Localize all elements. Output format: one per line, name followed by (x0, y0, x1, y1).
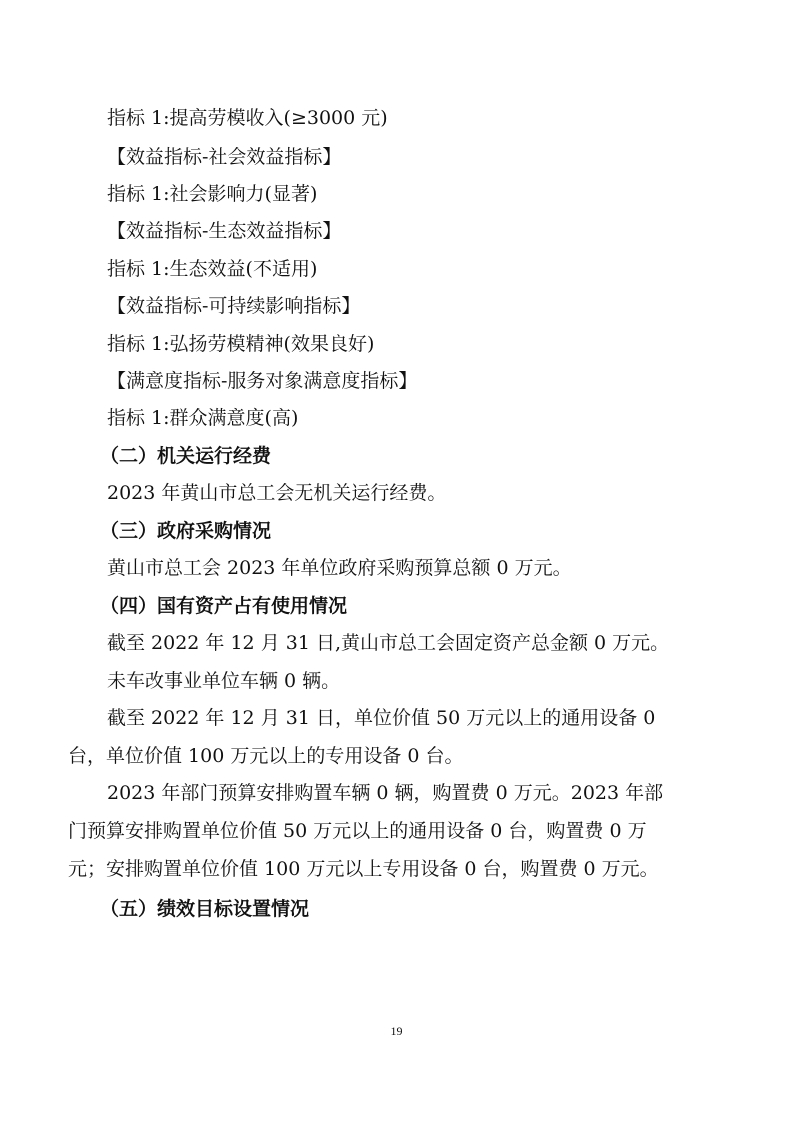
page-number: 19 (390, 1024, 403, 1038)
indicator-category: 【满意度指标-服务对象满意度指标】 (107, 370, 418, 392)
paragraph-line: 元；安排购置单位价值 100 万元以上专用设备 0 台，购置费 0 万元。 (68, 858, 659, 880)
indicator-category: 【效益指标-可持续影响指标】 (107, 295, 361, 317)
indicator-category: 【效益指标-社会效益指标】 (107, 146, 342, 168)
indicator-line: 指标 1:提高劳模收入(≥3000 元) (107, 107, 388, 129)
paragraph-line: 截至 2022 年 12 月 31 日，单位价值 50 万元以上的通用设备 0 (107, 707, 656, 729)
paragraph-line: 2023 年部门预算安排购置车辆 0 辆，购置费 0 万元。2023 年部 (107, 782, 664, 804)
indicator-line: 指标 1:生态效益(不适用) (107, 258, 318, 280)
indicator-line: 指标 1:群众满意度(高) (107, 407, 299, 429)
paragraph-line: 门预算安排购置单位价值 50 万元以上的通用设备 0 台，购置费 0 万 (68, 820, 647, 842)
indicator-category: 【效益指标-生态效益指标】 (107, 220, 342, 242)
section-text: 截至 2022 年 12 月 31 日,黄山市总工会固定资产总金额 0 万元。 (107, 632, 670, 654)
section-heading-admin-costs: （二）机关运行经费 (100, 445, 272, 467)
paragraph-line: 台，单位价值 100 万元以上的专用设备 0 台。 (68, 745, 464, 767)
section-heading-procurement: （三）政府采购情况 (100, 520, 272, 542)
indicator-line: 指标 1:弘扬劳模精神(效果良好) (107, 333, 375, 355)
section-text: 黄山市总工会 2023 年单位政府采购预算总额 0 万元。 (107, 557, 572, 579)
indicator-line: 指标 1:社会影响力(显著) (107, 183, 318, 205)
section-heading-performance-targets: （五）绩效目标设置情况 (100, 898, 310, 920)
section-text: 未车改事业单位车辆 0 辆。 (107, 670, 341, 692)
section-text: 2023 年黄山市总工会无机关运行经费。 (107, 482, 447, 504)
section-heading-state-assets: （四）国有资产占有使用情况 (100, 595, 348, 617)
